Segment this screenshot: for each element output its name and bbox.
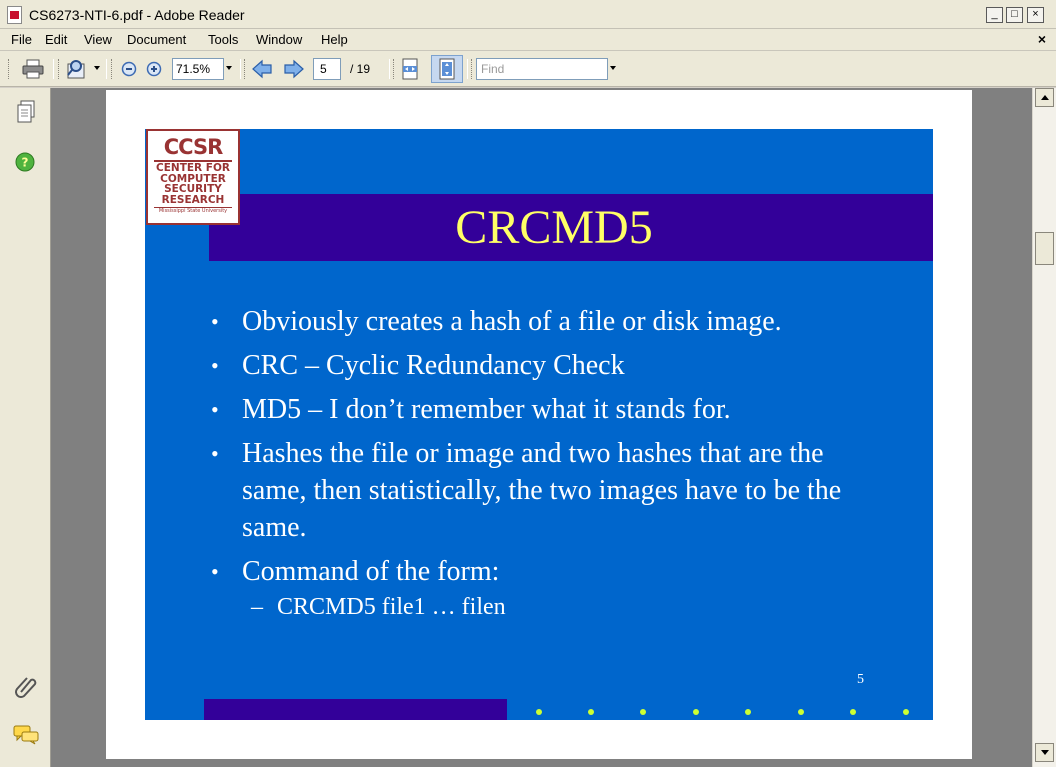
bullet-item xyxy=(211,391,891,428)
logo-line: COMPUTER xyxy=(160,172,226,185)
bullet-text: CRC – Cyclic Redundancy Check xyxy=(242,350,625,381)
print-icon[interactable] xyxy=(21,57,45,81)
slide-title: CRCMD5 xyxy=(455,201,653,254)
fit-page-icon[interactable] xyxy=(435,57,459,81)
decorative-dot xyxy=(745,709,751,715)
logo-line: RESEARCH xyxy=(161,193,225,206)
toolbar-grip[interactable] xyxy=(393,59,396,79)
toolbar-separator xyxy=(467,59,468,79)
menu-bar xyxy=(0,29,1056,51)
toolbar-grip[interactable] xyxy=(8,59,11,79)
search-icon[interactable] xyxy=(65,57,89,81)
bullet-text: Command of the form: xyxy=(242,556,500,587)
ccsr-logo xyxy=(146,129,240,225)
toolbar-grip[interactable] xyxy=(111,59,114,79)
bullet-text: MD5 – I don’t remember what it stands for. xyxy=(242,394,731,425)
next-page-icon[interactable] xyxy=(282,57,306,81)
sub-bullet-glyph: – xyxy=(251,594,263,620)
close-document-button[interactable]: × xyxy=(1037,31,1046,47)
arrow-up-icon xyxy=(1041,95,1049,100)
fit-width-icon[interactable] xyxy=(398,57,422,81)
toolbar-grip[interactable] xyxy=(58,59,61,79)
arrow-down-icon xyxy=(1041,750,1049,755)
bullet-glyph: • xyxy=(211,559,219,584)
window-title: CS6273-NTI-6.pdf - Adobe Reader xyxy=(29,7,245,23)
menu-help[interactable]: Help xyxy=(321,32,348,47)
slide xyxy=(145,129,933,720)
comments-icon[interactable] xyxy=(13,724,39,749)
pdf-page xyxy=(106,90,972,759)
decorative-dot xyxy=(693,709,699,715)
toolbar-separator xyxy=(53,59,54,79)
toolbar-separator xyxy=(240,59,241,79)
help-icon[interactable] xyxy=(14,151,36,176)
bullet-item xyxy=(211,435,891,546)
menu-tools[interactable]: Tools xyxy=(208,32,239,47)
bullet-glyph: • xyxy=(211,441,219,466)
sub-bullet-item xyxy=(211,591,891,623)
scroll-down-button[interactable] xyxy=(1035,743,1054,762)
attachment-icon[interactable] xyxy=(14,674,38,701)
decorative-dot xyxy=(798,709,804,715)
decorative-dot xyxy=(903,709,909,715)
document-view[interactable] xyxy=(51,88,1032,767)
zoom-in-icon[interactable] xyxy=(142,57,166,81)
minimize-button[interactable]: _ xyxy=(986,7,1003,23)
bullet-glyph: • xyxy=(211,309,219,334)
bullet-list xyxy=(211,303,891,623)
logo-line: SECURITY xyxy=(164,183,222,195)
logo-university: Mississippi State University xyxy=(154,207,232,214)
menu-document[interactable]: Document xyxy=(127,32,187,47)
sub-bullet-text: CRCMD5 file1 … filen xyxy=(277,594,506,620)
scroll-up-button[interactable] xyxy=(1035,88,1054,107)
title-bar xyxy=(0,0,1056,29)
bottom-band xyxy=(204,699,507,720)
toolbar-grip[interactable] xyxy=(471,59,474,79)
menu-view[interactable]: View xyxy=(84,32,112,47)
toolbar xyxy=(0,51,1056,87)
pages-icon[interactable] xyxy=(16,100,36,127)
page-total: / 19 xyxy=(350,62,371,76)
bullet-glyph: • xyxy=(211,397,219,422)
bullet-item xyxy=(211,303,891,340)
bullet-glyph: • xyxy=(211,353,219,378)
scroll-thumb[interactable] xyxy=(1035,232,1054,265)
toolbar-grip[interactable] xyxy=(244,59,247,79)
page-number-input[interactable]: 5 xyxy=(313,58,341,80)
slide-page-number: 5 xyxy=(857,672,864,687)
zoom-input[interactable]: 71.5% xyxy=(172,58,224,80)
pdf-app-icon xyxy=(7,6,22,24)
logo-line: CENTER FOR xyxy=(156,162,230,174)
bullet-item xyxy=(211,553,891,590)
maximize-button[interactable]: □ xyxy=(1006,7,1023,23)
find-input[interactable]: Find xyxy=(476,58,608,80)
bullet-text: Hashes the file or image and two hashes that are the same, then statistically, the two images have to be the same. xyxy=(242,438,842,543)
menu-file[interactable]: File xyxy=(11,32,32,47)
find-dropdown-icon[interactable] xyxy=(610,66,616,70)
menu-edit[interactable]: Edit xyxy=(45,32,68,47)
decorative-dot xyxy=(850,709,856,715)
zoom-out-icon[interactable] xyxy=(117,57,141,81)
bullet-text: Obviously creates a hash of a file or disk image. xyxy=(242,306,782,337)
previous-page-icon[interactable] xyxy=(250,57,274,81)
search-dropdown-icon[interactable] xyxy=(94,66,100,70)
bullet-item xyxy=(211,347,891,384)
close-button[interactable]: × xyxy=(1027,7,1044,23)
navigation-panel xyxy=(0,88,51,767)
vertical-scrollbar[interactable] xyxy=(1032,88,1056,767)
decorative-dot xyxy=(588,709,594,715)
decorative-dot xyxy=(640,709,646,715)
svg-text:?: ? xyxy=(21,155,29,170)
toolbar-separator xyxy=(389,59,390,79)
logo-acronym: CCSR xyxy=(163,135,223,159)
zoom-dropdown-icon[interactable] xyxy=(226,66,232,70)
decorative-dot xyxy=(536,709,542,715)
menu-window[interactable]: Window xyxy=(256,32,303,47)
toolbar-separator xyxy=(106,59,107,79)
